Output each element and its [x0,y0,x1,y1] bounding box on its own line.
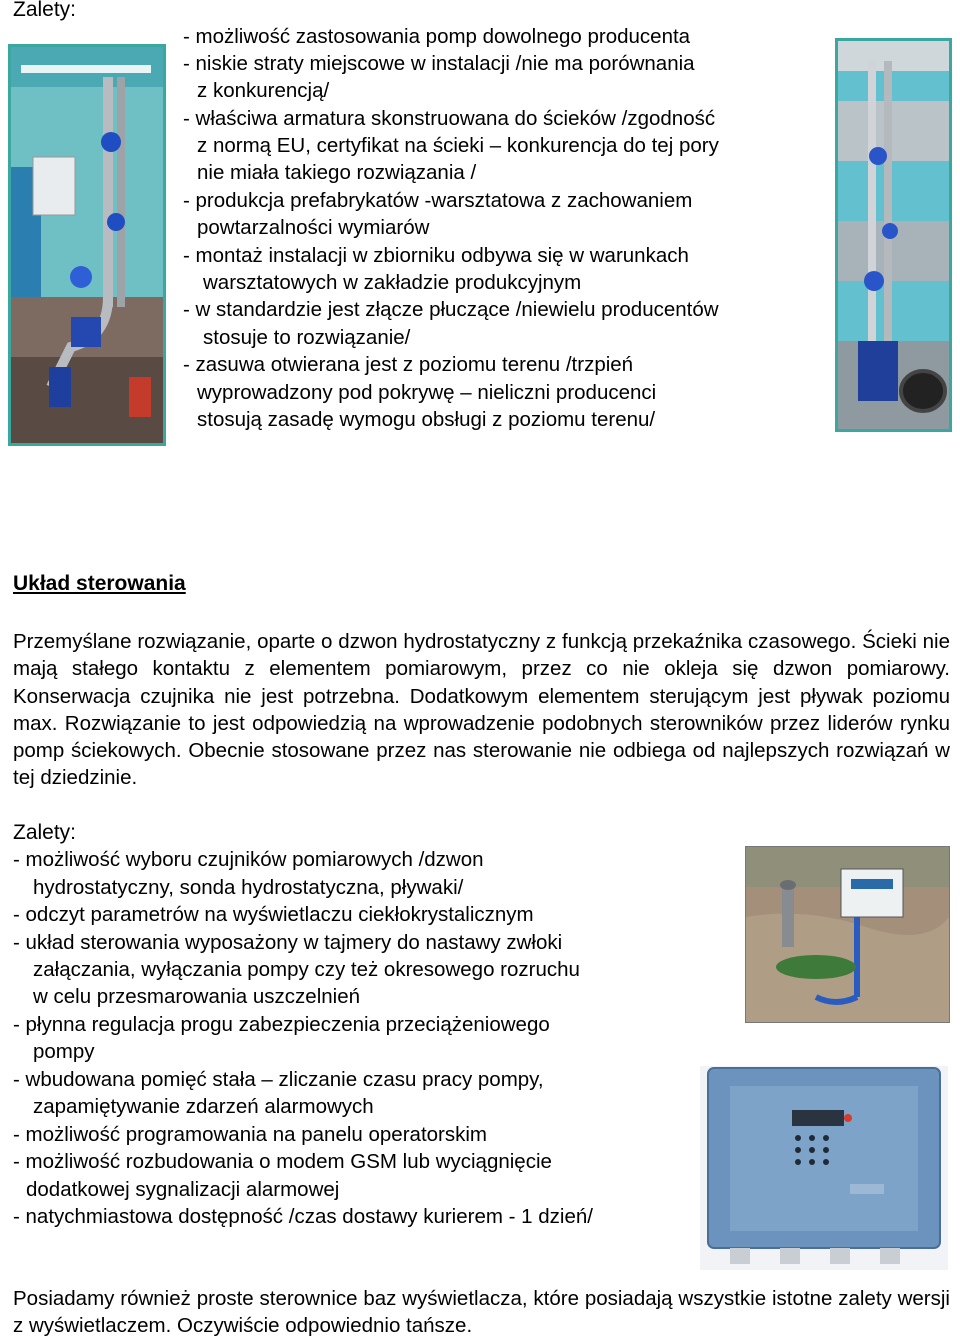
list-item: - produkcja prefabrykatów -warsztatowa z zachowaniem [183,189,693,212]
section3-heading: Zalety: [13,821,77,844]
list-item: w celu przesmarowania uszczelnień [33,985,361,1008]
list-item: - wbudowana pomięć stała – zliczanie czasu pracy pompy, [13,1068,544,1091]
pump-station-photo-right [835,38,952,432]
list-item: powtarzalności wymiarów [197,216,430,239]
list-item: wyprowadzony pod pokrywę – nieliczni producenci [197,381,657,404]
outdoor-control-box-photo [745,846,950,1023]
list-item: - układ sterowania wyposażony w tajmery do nastawy zwłoki [13,931,563,954]
list-item: - właściwa armatura skonstruowana do ścieków /zgodność [183,107,716,130]
list-item: - montaż instalacji w zbiorniku odbywa się w warunkach [183,244,689,267]
list-item: - niskie straty miejscowe w instalacji /nie ma porównania [183,52,695,75]
list-item: - odczyt parametrów na wyświetlaczu ciekłokrystalicznym [13,903,534,926]
list-item: - możliwość zastosowania pomp dowolnego producenta [183,25,691,48]
list-item: pompy [33,1040,95,1063]
list-item: - w standardzie jest złącze płuczące /niewielu producentów [183,298,719,321]
list-item: stosuje to rozwiązanie/ [203,326,411,349]
list-item: warsztatowych w zakładzie produkcyjnym [203,271,582,294]
list-item: dodatkowej sygnalizacji alarmowej [26,1178,340,1201]
list-item: - możliwość programowania na panelu operatorskim [13,1123,487,1146]
list-item: załączania, wyłączania pompy czy też okresowego rozruchu [33,958,580,981]
section2-paragraph: Przemyślane rozwiązanie, oparte o dzwon hydrostatyczny z funkcją przekaźnika czasowego. Ścieki nie mają stałego kontaktu z elementem pomiarowym, przez co nie okleja się dzwon pomiarowy. Konserwacja czujnika nie jest potrzebna. Dodatkowym elementem sterującym jest pływak poziomu max. Rozwiązanie to jest odpowiedzią na wprowadzenie podobnych sterowników przez liderów rynku pomp ściekowych. Obecnie stosowane przez nas sterowanie nie odbiega od najlepszych rozwiązań w tej dziedzinie. [13,630,950,790]
list-item: - możliwość rozbudowania o modem GSM lub wyciągnięcie [13,1150,552,1173]
control-panel-photo [700,1066,948,1270]
list-item: - możliwość wyboru czujników pomiarowych /dzwon [13,848,484,871]
pump-station-photo-left [8,44,166,446]
list-item: - natychmiastowa dostępność /czas dostawy kurierem - 1 dzień/ [13,1205,593,1228]
list-item: z konkurencją/ [197,79,330,102]
list-item: zapamiętywanie zdarzeń alarmowych [33,1095,374,1118]
section2-heading: Układ sterowania [13,572,186,595]
list-item: stosują zasadę wymogu obsługi z poziomu terenu/ [197,408,656,431]
list-item: - płynna regulacja progu zabezpieczenia przeciążeniowego [13,1013,550,1036]
section1-heading: Zalety: [13,0,77,21]
list-item: z normą EU, certyfikat na ścieki – konkurencja do tej pory [197,134,719,157]
footer-paragraph: Posiadamy również proste sterownice baz wyświetlacza, które posiadają wszystkie istotne zalety wersji z wyświetlaczem. Oczywiście odpowiednio tańsze. [13,1287,950,1338]
list-item: hydrostatyczny, sonda hydrostatyczna, pływaki/ [33,876,464,899]
list-item: nie miała takiego rozwiązania / [197,161,477,184]
list-item: - zasuwa otwierana jest z poziomu terenu /trzpień [183,353,634,376]
